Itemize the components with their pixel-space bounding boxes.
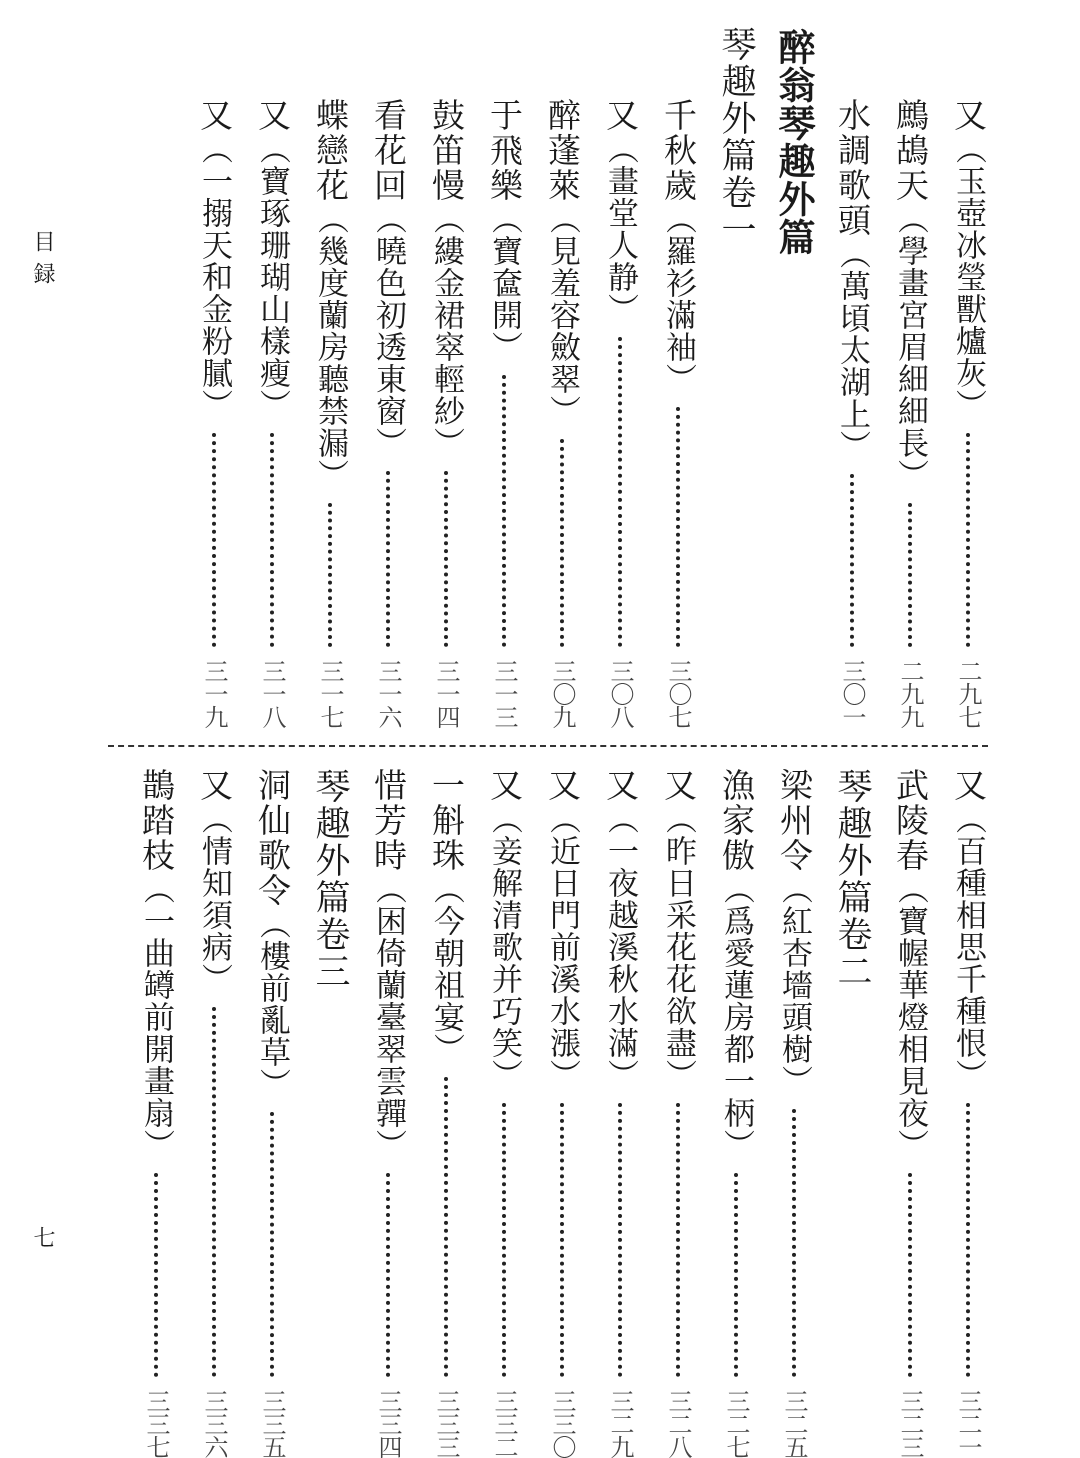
toc-entry[interactable] [192, 98, 236, 728]
dot-leader [444, 471, 448, 647]
toc-entry[interactable] [366, 98, 410, 728]
dot-leader [386, 471, 390, 647]
dot-leader [502, 375, 506, 647]
section-divider [108, 745, 988, 747]
entry-title: 又 [543, 768, 582, 803]
entry-title: 又 [195, 768, 234, 803]
entry-first-line: （樓前亂草） [254, 908, 290, 1100]
entry-first-line: （近日門前溪水漲） [544, 803, 580, 1091]
dot-leader [850, 474, 854, 647]
entry-title: 于飛樂 [485, 98, 524, 203]
entry-page: 三二五 [780, 1389, 808, 1458]
toc-entry[interactable] [772, 768, 816, 1458]
entry-page: 三〇九 [548, 659, 576, 728]
entry-title: 千秋歲 [659, 98, 698, 203]
dot-leader [502, 1103, 506, 1377]
entry-title: 鵲踏枝 [137, 768, 176, 873]
toc-entry[interactable] [598, 768, 642, 1458]
dot-leader [270, 433, 274, 647]
entry-page: 二九九 [896, 659, 924, 728]
entry-first-line: （今朝祖宴） [428, 873, 464, 1065]
page-number: 七 [30, 1226, 55, 1258]
entry-first-line: （百種相思千種恨） [950, 803, 986, 1091]
entry-page: 三三〇 [548, 1389, 576, 1458]
toc-entry[interactable] [598, 98, 642, 728]
dot-leader [270, 1112, 274, 1377]
entry-first-line: （寶幄華燈相見夜） [892, 873, 928, 1161]
entry-page: 三〇一 [838, 659, 866, 728]
toc-entry[interactable] [424, 98, 468, 728]
volume-heading: 琴趣外篇卷三 [310, 768, 350, 990]
entry-title: 看花回 [369, 98, 408, 203]
entry-first-line: （寶琢珊瑚山樣瘦） [254, 133, 290, 421]
entry-first-line: （曉色初透東窗） [370, 203, 406, 459]
entry-first-line: （玉壺冰瑩獸爐灰） [950, 133, 986, 421]
toc-entry[interactable] [424, 768, 468, 1458]
toc-entry[interactable] [134, 768, 178, 1458]
entry-title: 又 [949, 98, 988, 133]
entry-first-line: （畫堂人静） [602, 133, 638, 325]
toc-entry[interactable] [656, 98, 700, 728]
dot-leader [212, 1007, 216, 1377]
toc-lower-half [120, 768, 990, 1458]
toc-entry[interactable] [946, 768, 990, 1458]
entry-first-line: （寶奩開） [486, 203, 522, 363]
dot-leader [618, 337, 622, 647]
entry-first-line: （學畫宮眉細細長） [892, 203, 928, 491]
entry-page: 三三五 [258, 1389, 286, 1458]
dot-leader [560, 1103, 564, 1377]
entry-title: 又 [949, 768, 988, 803]
entry-first-line: （幾度蘭房聽禁漏） [312, 203, 348, 491]
entry-title: 蝶戀花 [311, 98, 350, 203]
dot-leader [734, 1173, 738, 1377]
entry-page: 三二一 [954, 1389, 982, 1458]
entry-first-line: （紅杏墻頭樹） [776, 873, 812, 1097]
entry-page: 三二三 [896, 1389, 924, 1458]
dot-leader [154, 1173, 158, 1377]
entry-page: 三〇七 [664, 659, 692, 728]
entry-page: 三一六 [374, 659, 402, 728]
entry-page: 三一四 [432, 659, 460, 728]
toc-entry[interactable] [366, 768, 410, 1458]
toc-entry[interactable] [482, 768, 526, 1458]
toc-entry[interactable] [308, 98, 352, 728]
entry-page: 二九七 [954, 659, 982, 728]
entry-title: 又 [195, 98, 234, 133]
entry-first-line: （萬頃太湖上） [834, 238, 870, 462]
entry-title: 水調歌頭 [833, 98, 872, 238]
running-title: 目録 [30, 230, 55, 294]
entry-title: 又 [485, 768, 524, 803]
dot-leader [792, 1109, 796, 1377]
toc-upper-half [120, 26, 990, 728]
entry-first-line: （情知須病） [196, 803, 232, 995]
entry-title: 鷓鴣天 [891, 98, 930, 203]
toc-entry[interactable] [888, 768, 932, 1458]
entry-page: 三三二 [490, 1389, 518, 1458]
entry-title: 又 [601, 768, 640, 803]
entry-title: 惜芳時 [369, 768, 408, 873]
toc-entry[interactable] [714, 768, 758, 1458]
dot-leader [966, 1103, 970, 1377]
entry-page: 三一七 [316, 659, 344, 728]
dot-leader [676, 407, 680, 647]
toc-entry[interactable] [888, 98, 932, 728]
toc-entry[interactable] [482, 98, 526, 728]
entry-page: 三一八 [258, 659, 286, 728]
entry-first-line: （爲愛蓮房都一柄） [718, 873, 754, 1161]
entry-title: 洞仙歌令 [253, 768, 292, 908]
toc-entry[interactable] [946, 98, 990, 728]
entry-page: 三一九 [200, 659, 228, 728]
entry-page: 三一三 [490, 659, 518, 728]
volume-heading: 琴趣外篇卷二 [832, 768, 872, 990]
toc-entry[interactable] [250, 98, 294, 728]
entry-title: 又 [253, 98, 292, 133]
entry-first-line: （妾解清歌并巧笑） [486, 803, 522, 1091]
dot-leader [618, 1103, 622, 1377]
entry-title: 又 [659, 768, 698, 803]
toc-entry[interactable] [192, 768, 236, 1458]
entry-first-line: （縷金裙窣輕紗） [428, 203, 464, 459]
entry-first-line: （羅衫滿袖） [660, 203, 696, 395]
dot-leader [908, 1173, 912, 1377]
entry-first-line: （見羞容斂翠） [544, 203, 580, 427]
dot-leader [966, 433, 970, 647]
entry-page: 三三七 [142, 1389, 170, 1458]
entry-first-line: （一搦天和金粉膩） [196, 133, 232, 421]
entry-page: 三三四 [374, 1389, 402, 1458]
entry-title: 漁家傲 [717, 768, 756, 873]
entry-first-line: （一夜越溪秋水滿） [602, 803, 638, 1091]
toc-entry[interactable] [540, 98, 584, 728]
dot-leader [444, 1077, 448, 1377]
entry-page: 三三三 [432, 1389, 460, 1458]
dot-leader [560, 439, 564, 647]
entry-title: 武陵春 [891, 768, 930, 873]
entry-title: 又 [601, 98, 640, 133]
entry-first-line: （一曲罇前開畫扇） [138, 873, 174, 1161]
entry-title: 一斛珠 [427, 768, 466, 873]
dot-leader [908, 503, 912, 647]
entry-page: 三二七 [722, 1389, 750, 1458]
toc-entry[interactable] [656, 768, 700, 1458]
entry-first-line: （昨日采花花欲盡） [660, 803, 696, 1091]
dot-leader [386, 1173, 390, 1377]
entry-page: 三〇八 [606, 659, 634, 728]
entry-page: 三二九 [606, 1389, 634, 1458]
collection-heading: 醉翁琴趣外篇 [772, 28, 816, 256]
entry-title: 鼓笛慢 [427, 98, 466, 203]
volume-heading: 琴趣外篇卷一 [716, 26, 756, 248]
toc-entry[interactable] [250, 768, 294, 1458]
entry-title: 醉蓬萊 [543, 98, 582, 203]
dot-leader [676, 1103, 680, 1377]
entry-page: 三二八 [664, 1389, 692, 1458]
entry-title: 梁州令 [775, 768, 814, 873]
entry-page: 三三六 [200, 1389, 228, 1458]
entry-first-line: （困倚蘭臺翠雲嚲） [370, 873, 406, 1161]
toc-entry[interactable] [540, 768, 584, 1458]
toc-entry[interactable] [830, 98, 874, 728]
dot-leader [212, 433, 216, 647]
dot-leader [328, 503, 332, 647]
